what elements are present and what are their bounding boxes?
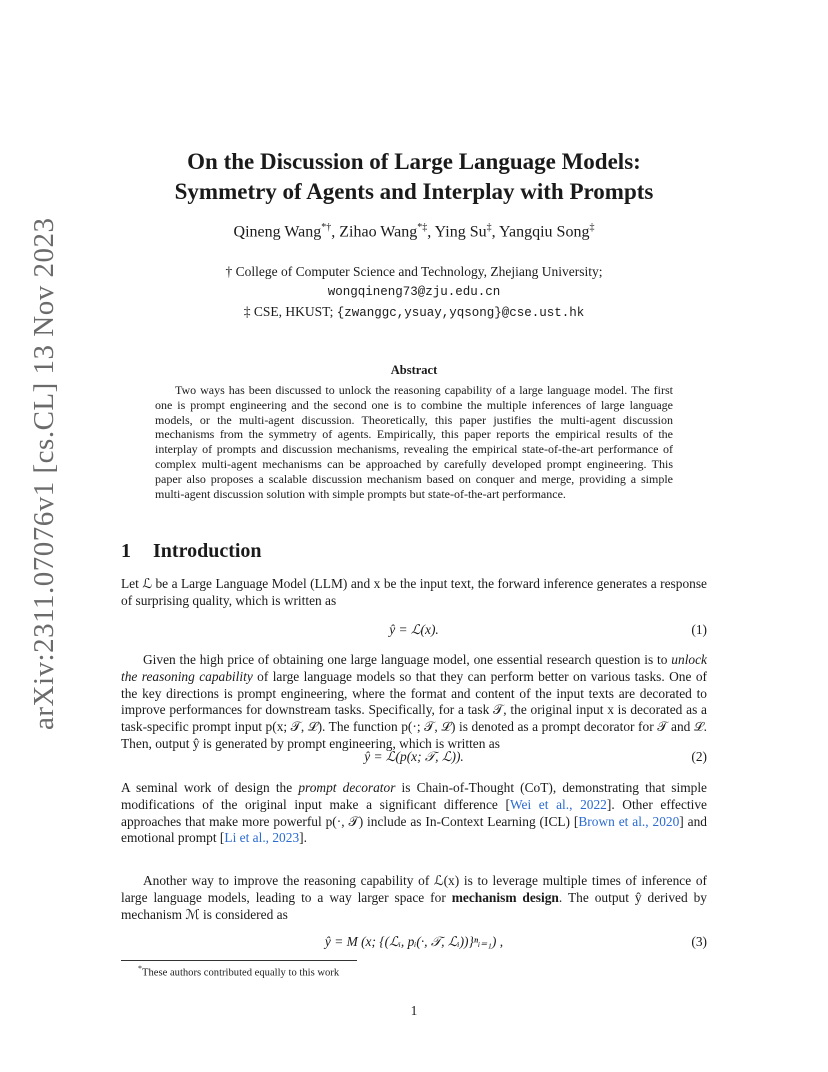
footnote-text: These authors contributed equally to this work — [142, 967, 340, 979]
email-hkust[interactable]: {zwanggc,ysuay,yqsong}@cse.ust.hk — [336, 306, 585, 320]
p2-emphasis: unlock the reasoning capability — [121, 652, 707, 684]
paper-title — [0, 147, 828, 207]
p3-text-e: ]. — [299, 830, 307, 846]
equation-3-number: (3) — [691, 934, 707, 949]
p2-text-b: of large language models so that they can perform better on various tasks. One of the key directions is prompt engineering, where the format and content of the input texts are decorated to improve performances for downstream tasks. Specifically, for a task 𝒯, the original input x is decorated as a task-specific prompt input p(x; 𝒯, ℒ). The function p(·; 𝒯, ℒ) is denoted as a prompt decorator for 𝒯 and ℒ. Then, output ŷ is generated by prompt engineering, which is written as — [121, 668, 707, 751]
p4-bold: mechanism design — [451, 889, 559, 905]
affiliation-hkust-label: ‡ CSE, HKUST; — [243, 304, 337, 319]
equation-2-number: (2) — [691, 749, 707, 764]
author-mark: ‡ — [589, 222, 595, 233]
citation-wei-2022[interactable]: Wei et al., 2022 — [509, 796, 607, 812]
paragraph-1: Let ℒ be a Large Language Model (LLM) and x be the input text, the forward inference generates a response of surprising quality, which is written as — [121, 576, 707, 608]
affiliations — [0, 262, 828, 323]
p4-text-c: . The output ŷ derived by mechanism ℳ is considered as — [121, 889, 708, 922]
p3-text-c: ]. Other effective approaches that make more powerful p(·, 𝒯) include as In-Context Learning (ICL) [ — [121, 796, 707, 829]
paragraph-2 — [121, 652, 707, 753]
equation-1-body: ŷ = ℒ(x). — [389, 622, 439, 637]
author-mark: *‡ — [417, 222, 428, 233]
section-title: Introduction — [153, 540, 262, 562]
email-zju[interactable]: wongqineng73@zju.edu.cn — [327, 285, 501, 299]
citation-brown-2020[interactable]: Brown et al., 2020 — [578, 813, 680, 829]
section-heading — [121, 540, 262, 563]
citation-li-2023[interactable]: Li et al., 2023 — [224, 830, 300, 846]
abstract-heading: Abstract — [390, 363, 438, 377]
footnote-mark: * — [138, 964, 142, 973]
footnote-rule — [121, 960, 357, 961]
page-number: 1 — [410, 1003, 418, 1018]
author-name: Zihao Wang — [339, 223, 418, 241]
p3-text-a: A seminal work of design the — [121, 780, 299, 795]
author-name: Ying Su — [434, 223, 487, 241]
paragraph-4 — [121, 873, 707, 923]
abstract-text — [155, 383, 673, 501]
affiliation-zju: † College of Computer Science and Technology, Zhejiang University; — [225, 264, 603, 279]
paragraph-3 — [121, 780, 707, 847]
p3-text-d: ] and emotional prompt [ — [121, 813, 707, 846]
equation-3-body: ŷ = M (x; {(ℒᵢ, pᵢ(·, 𝒯, ℒᵢ))}ⁿᵢ₌₁) , — [324, 934, 504, 949]
equation-2-body: ŷ = ℒ(p(x; 𝒯, ℒ)). — [364, 749, 464, 764]
p2-text-a: Given the high price of obtaining one large language model, one essential research question is to — [143, 652, 672, 667]
author-name: Yangqiu Song — [499, 223, 590, 241]
equation-1-number: (1) — [691, 622, 707, 637]
section-number: 1 — [121, 540, 131, 562]
author-mark: ‡ — [486, 222, 492, 233]
p3-text-b: is Chain-of-Thought (CoT), demonstrating that simple modifications of the original input make a significant difference [ — [121, 780, 707, 812]
abstract-body: Two ways has been discussed to unlock the reasoning capability of a large language model. The first one is prompt engineering and the second one is to combine the multiple inferences of large language models, or the multi-agent discussion. Theoretically, this paper justifies the multi-agent discussion mechanisms from the symmetry of agents. Empirically, this paper reports the empirical results of the interplay of prompts and discussion mechanisms, revealing the empirical state-of-the-art performance of complex multi-agent mechanisms can be approached by carefully developed prompt engineering. This paper also proposes a scalable discussion mechanism based on conquer and merge, providing a simple multi-agent discussion solution with simple prompts but state-of-the-art performance. — [155, 383, 673, 501]
equation-1 — [121, 622, 707, 640]
arxiv-sidebar-id: arXiv:2311.07076v1 [cs.CL] 13 Nov 2023 — [28, 217, 60, 730]
footnote — [138, 964, 339, 979]
title-line-1: On the Discussion of Large Language Models: — [187, 149, 641, 174]
equation-2 — [121, 749, 707, 767]
affiliation-hkust — [0, 302, 828, 323]
p3-emphasis: prompt decorator — [298, 780, 396, 795]
equation-3 — [121, 934, 707, 952]
author-mark: *† — [321, 222, 332, 233]
author-list: Qineng Wang*†, Zihao Wang*‡, Ying Su‡, Yangqiu Song‡ — [233, 222, 595, 241]
title-line-2: Symmetry of Agents and Interplay with Prompts — [174, 179, 654, 204]
author-name: Qineng Wang — [233, 223, 322, 241]
p4-text-a: Another way to improve the reasoning capability of ℒ(x) is to leverage multiple times of inference of large language models, leading to a way larger space for — [121, 873, 707, 905]
